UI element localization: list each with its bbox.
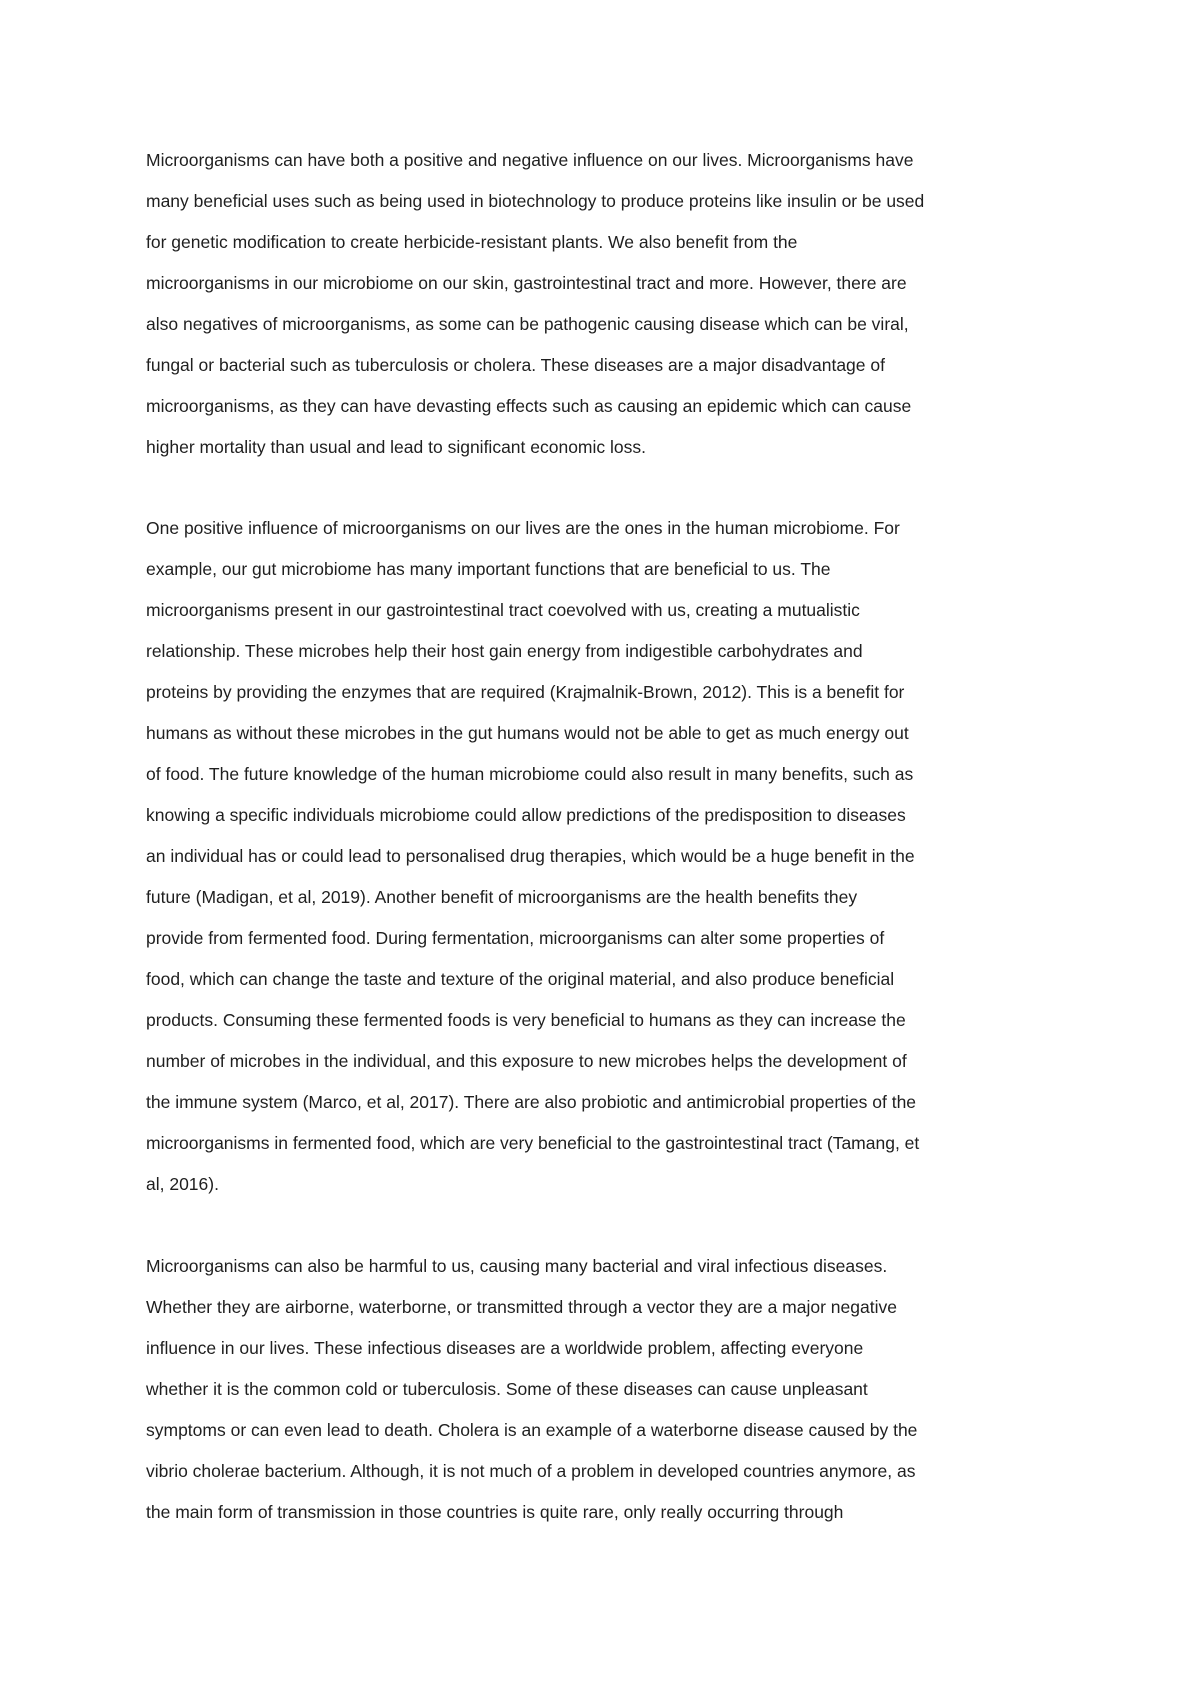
text-line: al, 2016). (146, 1174, 219, 1194)
paragraph-2 (146, 508, 1076, 1205)
text-line: Microorganisms can have both a positive and negative influence on our lives. Microorganisms have (146, 150, 914, 170)
text-line: humans as without these microbes in the gut humans would not be able to get as much energy out (146, 723, 909, 743)
text-line: microorganisms in our microbiome on our skin, gastrointestinal tract and more. However, there are (146, 273, 907, 293)
text-line: example, our gut microbiome has many important functions that are beneficial to us. The (146, 559, 831, 579)
text-line: higher mortality than usual and lead to significant economic loss. (146, 437, 646, 457)
text-line: relationship. These microbes help their host gain energy from indigestible carbohydrates and (146, 641, 863, 661)
text-line: the immune system (Marco, et al, 2017). There are also probiotic and antimicrobial properties of the (146, 1092, 917, 1112)
text-line: food, which can change the taste and texture of the original material, and also produce beneficial (146, 969, 895, 989)
text-line: an individual has or could lead to personalised drug therapies, which would be a huge benefit in the (146, 846, 915, 866)
paragraph-1 (146, 140, 1076, 468)
text-line: knowing a specific individuals microbiome could allow predictions of the predisposition to diseases (146, 805, 906, 825)
text-line: fungal or bacterial such as tuberculosis or cholera. These diseases are a major disadvantage of (146, 355, 885, 375)
text-line: also negatives of microorganisms, as some can be pathogenic causing disease which can be viral, (146, 314, 909, 334)
text-line: symptoms or can even lead to death. Cholera is an example of a waterborne disease caused by the (146, 1420, 918, 1440)
text-line: Whether they are airborne, waterborne, or transmitted through a vector they are a major negative (146, 1297, 897, 1317)
text-line: of food. The future knowledge of the human microbiome could also result in many benefits, such as (146, 764, 914, 784)
text-line: proteins by providing the enzymes that are required (Krajmalnik-Brown, 2012). This is a benefit for (146, 682, 905, 702)
text-line: microorganisms present in our gastrointestinal tract coevolved with us, creating a mutualistic (146, 600, 860, 620)
text-line: number of microbes in the individual, and this exposure to new microbes helps the development of (146, 1051, 907, 1071)
text-line: influence in our lives. These infectious diseases are a worldwide problem, affecting everyone (146, 1338, 864, 1358)
text-line: the main form of transmission in those countries is quite rare, only really occurring through (146, 1502, 844, 1522)
paragraph-3 (146, 1246, 1076, 1533)
text-line: future (Madigan, et al, 2019). Another benefit of microorganisms are the health benefits they (146, 887, 858, 907)
text-line: One positive influence of microorganisms on our lives are the ones in the human microbiome. For (146, 518, 900, 538)
text-line: vibrio cholerae bacterium. Although, it is not much of a problem in developed countries anymore, as (146, 1461, 916, 1481)
text-line: for genetic modification to create herbicide-resistant plants. We also benefit from the (146, 232, 798, 252)
text-line: microorganisms in fermented food, which are very beneficial to the gastrointestinal tract (Tamang, et (146, 1133, 920, 1153)
text-line: whether it is the common cold or tuberculosis. Some of these diseases can cause unpleasant (146, 1379, 868, 1399)
text-line: provide from fermented food. During fermentation, microorganisms can alter some properties of (146, 928, 885, 948)
text-line: products. Consuming these fermented foods is very beneficial to humans as they can increase the (146, 1010, 906, 1030)
text-line: microorganisms, as they can have devasting effects such as causing an epidemic which can cause (146, 396, 912, 416)
text-line: many beneficial uses such as being used in biotechnology to produce proteins like insulin or be used (146, 191, 925, 211)
text-line: Microorganisms can also be harmful to us, causing many bacterial and viral infectious diseases. (146, 1256, 888, 1276)
